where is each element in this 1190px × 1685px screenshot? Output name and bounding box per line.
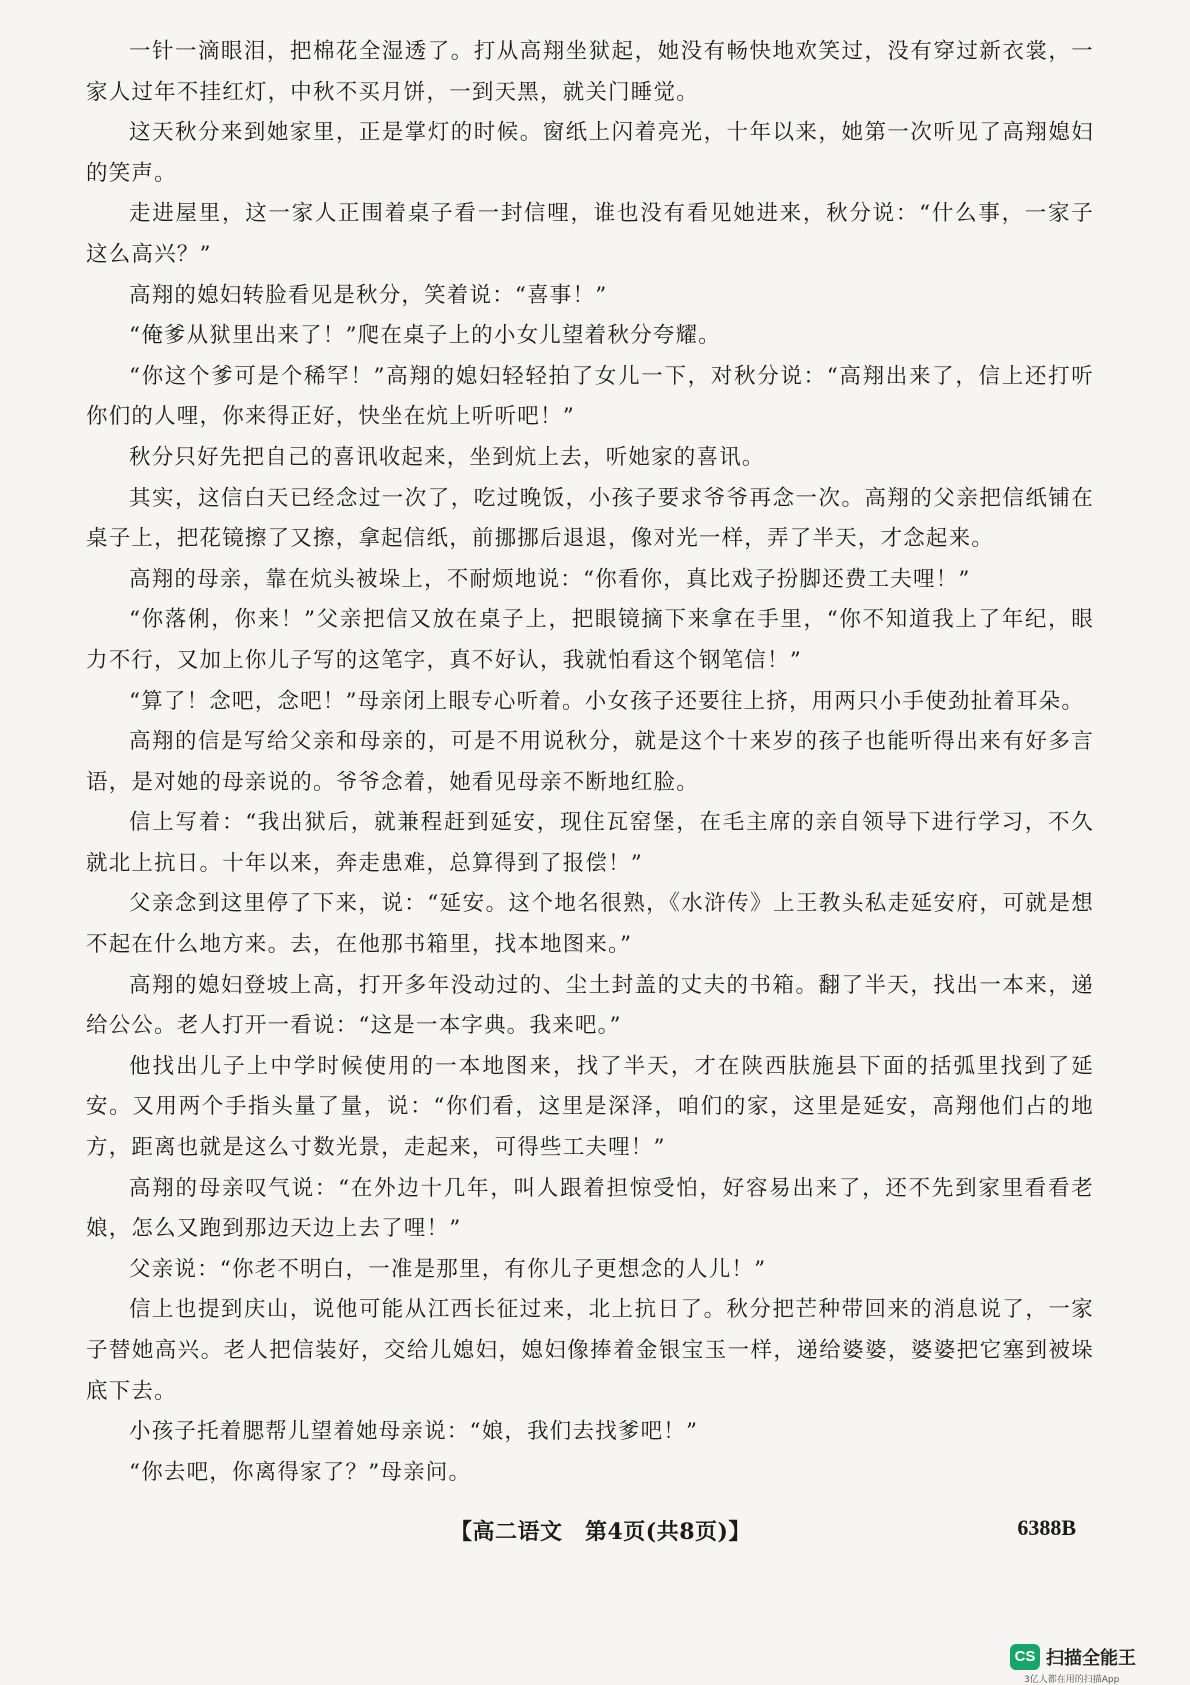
page-number-label: 【高二语文 第4页(共8页)】 [450,1519,751,1545]
watermark-title: 扫描全能王 [1046,1648,1136,1669]
paragraph: 信上也提到庆山，说他可能从江西长征过来，北上抗日了。秋分把芒种带回来的消息说了，一家子替她高兴。老人把信装好，交给儿媳妇，媳妇像捧着金银宝玉一样，递给婆婆，婆婆把它塞到被垛底下去。 [86,1297,1094,1404]
paragraph: 其实，这信白天已经念过一次了，吃过晚饭，小孩子要求爷爷再念一次。高翔的父亲把信纸铺在桌子上，把花镜擦了又擦，拿起信纸，前挪挪后退退，像对光一样，弄了半天，才念起来。 [86,485,1094,552]
paragraph: 高翔的信是写给父亲和母亲的，可是不用说秋分，就是这个十来岁的孩子也能听得出来有好多言语，是对她的母亲说的。爷爷念着，她看见母亲不断地红脸。 [86,729,1094,795]
paragraph: “你落俐，你来！”父亲把信又放在桌子上，把眼镜摘下来拿在手里，“你不知道我上了年纪，眼力不行，又加上你儿子写的这笔字，真不好认，我就怕看这个钢笔信！” [86,607,1094,673]
paragraph: 走进屋里，这一家人正围着桌子看一封信哩，谁也没有看见她进来，秋分说：“什么事，一家子这么高兴？” [86,201,1094,267]
paragraph: “你去吧，你离得家了？”母亲问。 [129,1459,472,1485]
paragraph: 一针一滴眼泪，把棉花全湿透了。打从高翔坐狱起，她没有畅快地欢笑过，没有穿过新衣裳，一家人过年不挂红灯，中秋不买月饼，一到天黑，就关门睡觉。 [86,39,1094,105]
camscanner-logo-icon: CS [1010,1644,1040,1670]
paragraph: 他找出儿子上中学时候使用的一本地图来，找了半天，才在陕西肤施县下面的括弧里找到了延安。又用两个手指头量了量，说：“你们看，这里是深泽，咱们的家，这里是延安，高翔他们占的地方，距离也就是这么寸数光景，走起来，可得些工夫哩！” [86,1053,1094,1161]
paragraph: 高翔的母亲叹气说：“在外边十几年，叫人跟着担惊受怕，好容易出来了，还不先到家里看看老娘，怎么又跑到那边天边上去了哩！” [86,1175,1094,1242]
paragraph: 父亲念到这里停了下来，说：“延安。这个地名很熟，《水浒传》上王教头私走延安府，可就是想不起在什么地方来。去，在他那书箱里，找本地图来。” [86,891,1094,958]
paragraph: 这天秋分来到她家里，正是掌灯的时候。窗纸上闪着亮光，十年以来，她第一次听见了高翔媳妇的笑声。 [86,120,1094,186]
paragraph: 高翔的媳妇登坡上高，打开多年没动过的、尘土封盖的丈夫的书箱。翻了半天，找出一本来，递给公公。老人打开一看说：“这是一本字典。我来吧。” [86,972,1094,1039]
scanner-watermark [1010,1642,1170,1685]
article-body [86,32,1094,1493]
paragraph: “你这个爹可是个稀罕！”高翔的媳妇轻轻拍了女儿一下，对秋分说：“高翔出来了，信上还打听你们的人哩，你来得正好，快坐在炕上听听吧！” [86,363,1094,430]
page-footer [0,1515,1190,1555]
paragraph: 小孩子托着腮帮儿望着她母亲说：“娘，我们去找爹吧！” [129,1419,699,1445]
watermark-subtitle: 3亿人都在用的扫描App [1024,1675,1120,1685]
paragraph: 秋分只好先把自己的喜讯收起来，坐到炕上去，听她家的喜讯。 [129,444,765,470]
paragraph: 父亲说：“你老不明白，一准是那里，有你儿子更想念的人儿！” [129,1256,767,1282]
exam-code: 6388B [1017,1515,1076,1540]
paragraph: 信上写着：“我出狱后，就兼程赶到延安，现住瓦窑堡，在毛主席的亲自领导下进行学习，不久就北上抗日。十年以来，奔走患难，总算得到了报偿！” [86,810,1094,876]
paragraph: 高翔的媳妇转脸看见是秋分，笑着说：“喜事！” [129,282,608,308]
paragraph: “俺爹从狱里出来了！”爬在桌子上的小女儿望着秋分夸耀。 [129,323,721,349]
paragraph: 高翔的母亲，靠在炕头被垛上，不耐烦地说：“你看你，真比戏子扮脚还费工夫哩！” [129,566,971,592]
paragraph: “算了！念吧，念吧！”母亲闭上眼专心听着。小女孩子还要往上挤，用两只小手使劲扯着耳朵。 [129,688,1085,714]
